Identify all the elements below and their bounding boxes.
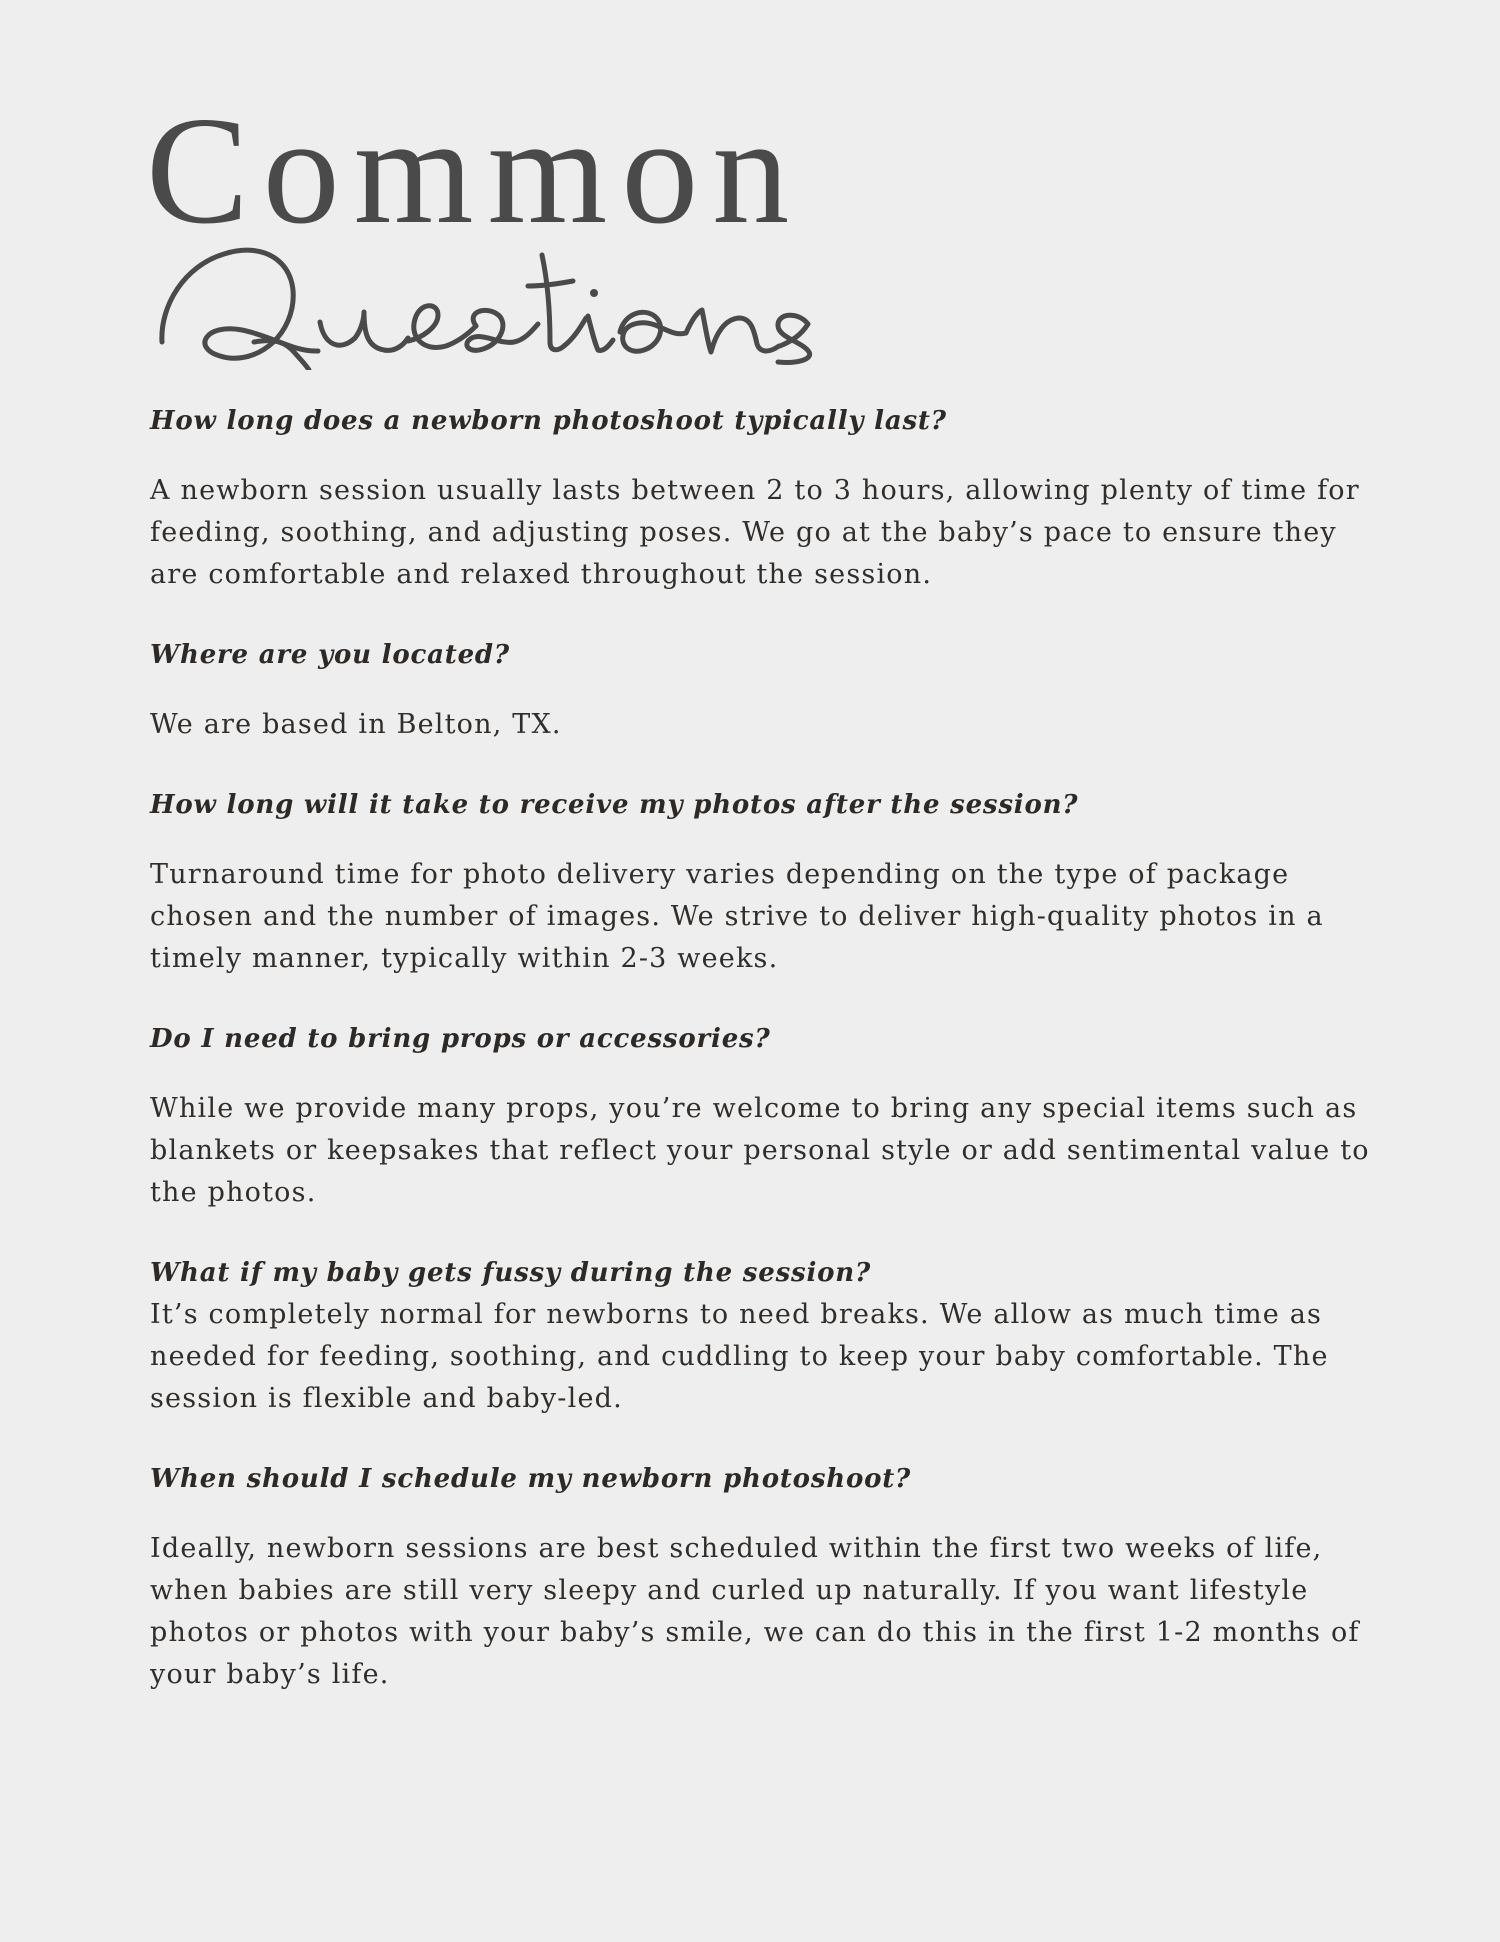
faq-question: How long does a newborn photoshoot typically last? xyxy=(150,406,947,436)
faq-answer: We are based in Belton, TX. xyxy=(150,709,562,740)
faq-list xyxy=(150,400,1390,1696)
page-title-questions-script xyxy=(150,220,870,370)
faq-item xyxy=(150,400,1390,596)
faq-item xyxy=(150,634,1390,746)
faq-item xyxy=(150,1252,1390,1420)
faq-question: Do I need to bring props or accessories? xyxy=(150,1024,771,1054)
faq-answer: A newborn session usually lasts between 2 to 3 hours, allowing plenty of time for feeding, soothing, and adjusting poses. We go at the baby’s pace to ensure they are comfortable and relaxed throughout the session. xyxy=(150,475,1360,590)
faq-question: What if my baby gets fussy during the session? xyxy=(150,1258,872,1288)
faq-question: How long will it take to receive my photos after the session? xyxy=(150,790,1079,820)
faq-item xyxy=(150,1458,1390,1696)
faq-page xyxy=(146,86,1390,1690)
faq-question: Where are you located? xyxy=(150,640,510,670)
faq-answer: Turnaround time for photo delivery varies depending on the type of package chosen and the number of images. We strive to deliver high-quality photos in a timely manner, typically within 2-3 weeks. xyxy=(150,859,1324,974)
faq-question: When should I schedule my newborn photoshoot? xyxy=(150,1464,912,1494)
page-title-common: Common xyxy=(146,86,804,256)
faq-answer: It’s completely normal for newborns to need breaks. We allow as much time as needed for feeding, soothing, and cuddling to keep your baby comfortable. The session is flexible and baby-led. xyxy=(150,1299,1329,1414)
page-title xyxy=(146,86,1390,400)
faq-answer: Ideally, newborn sessions are best scheduled within the first two weeks of life, when babies are still very sleepy and curled up naturally. If you want lifestyle photos or photos with your baby’s smile, we can do this in the first 1-2 months of your baby’s life. xyxy=(150,1533,1360,1690)
faq-item xyxy=(150,1018,1390,1214)
faq-answer: While we provide many props, you’re welcome to bring any special items such as blankets or keepsakes that reflect your personal style or add sentimental value to the photos. xyxy=(150,1093,1370,1208)
faq-item xyxy=(150,784,1390,980)
